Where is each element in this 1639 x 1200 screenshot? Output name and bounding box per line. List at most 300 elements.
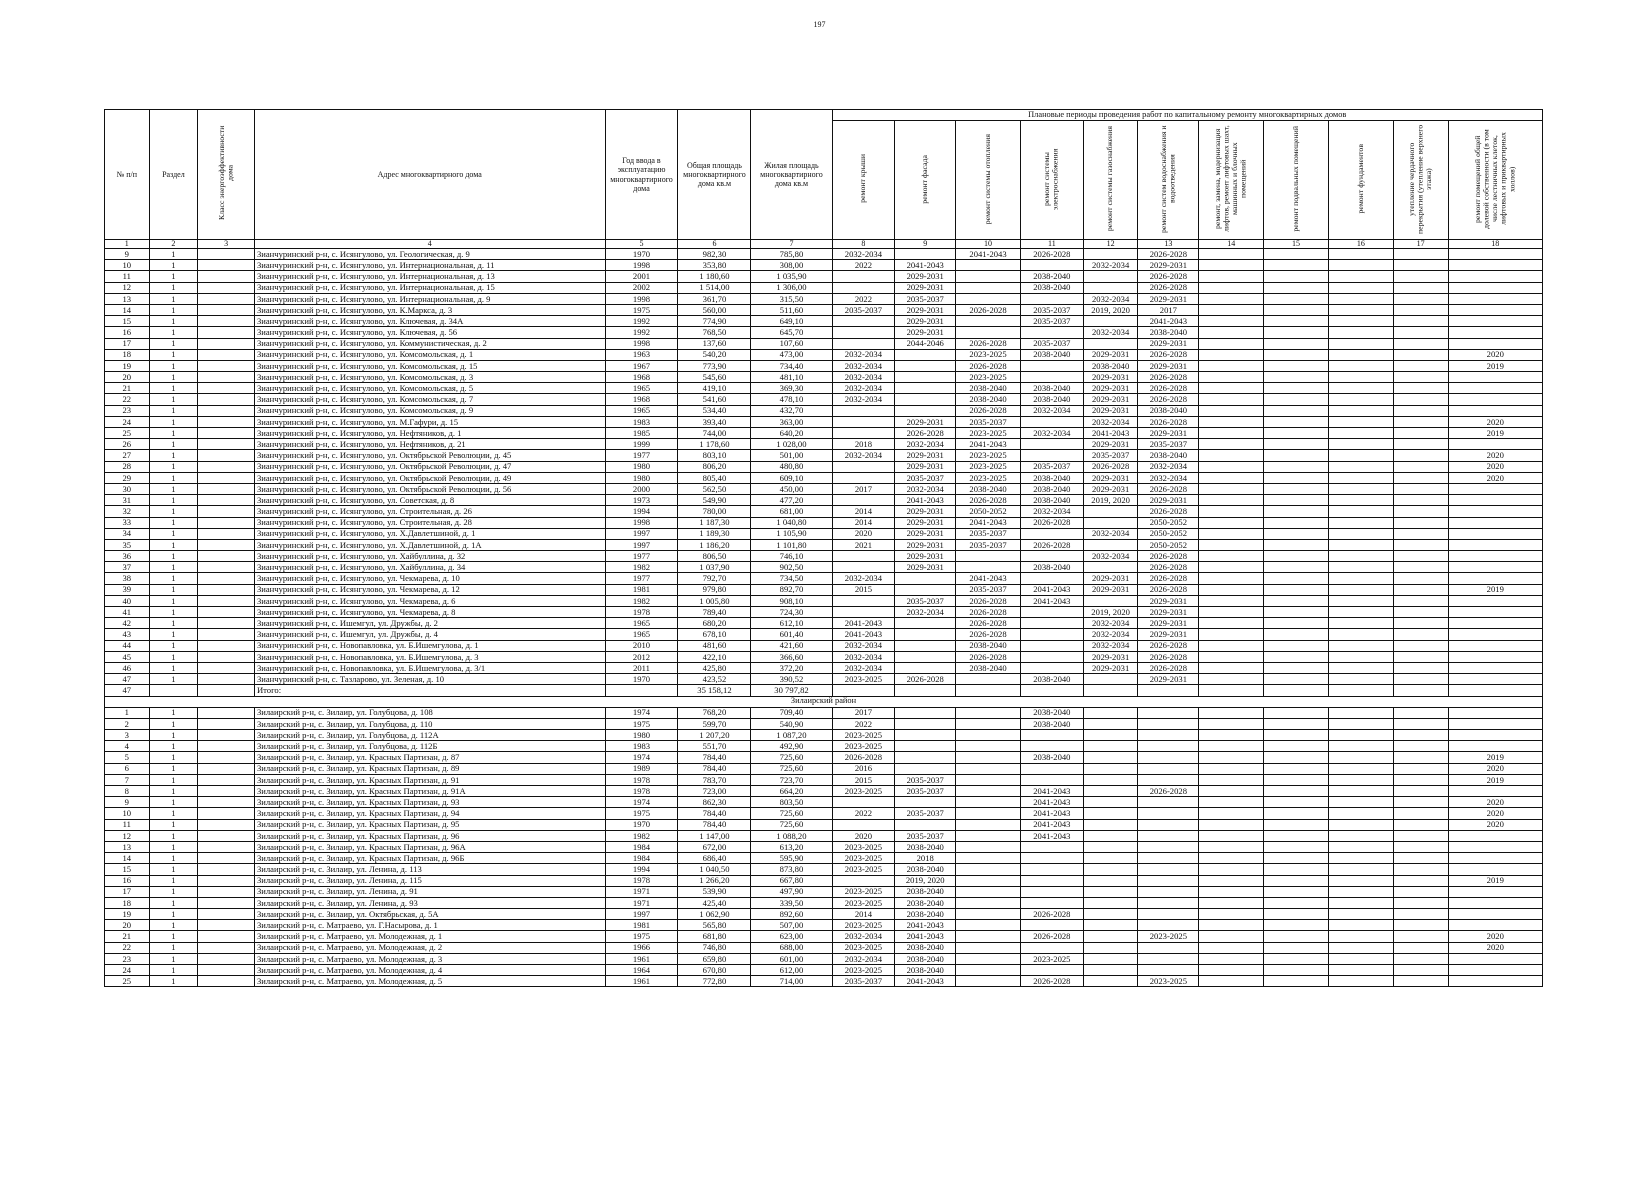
table-cell (1083, 730, 1138, 741)
table-row (105, 562, 1543, 573)
table-cell: 2038-2040 (895, 942, 956, 953)
table-cell: 2020 (1448, 461, 1542, 472)
table-cell (198, 875, 255, 886)
table-cell (1264, 707, 1329, 718)
table-row (105, 607, 1543, 618)
table-cell: 366,60 (751, 651, 832, 662)
table-cell: 1 (149, 260, 198, 271)
table-cell (1020, 897, 1083, 908)
table-cell: 2023-2025 (956, 349, 1021, 360)
table-cell (1393, 886, 1448, 897)
table-cell: 1981 (605, 584, 678, 595)
table-cell (198, 920, 255, 931)
table-cell: 2029-2031 (895, 282, 956, 293)
table-cell: 32 (105, 506, 150, 517)
table-cell: 1 (149, 338, 198, 349)
table-cell (198, 249, 255, 260)
table-cell (1138, 864, 1199, 875)
table-cell: 1975 (605, 808, 678, 819)
table-cell (1328, 450, 1393, 461)
table-cell: 2032-2034 (1083, 293, 1138, 304)
table-cell (1199, 674, 1264, 685)
column-number: 17 (1393, 240, 1448, 249)
table-cell: 2035-2037 (956, 416, 1021, 427)
table-cell: 1 266,20 (678, 875, 751, 886)
table-cell: 612,00 (751, 965, 832, 976)
table-cell (1199, 372, 1264, 383)
table-cell: 1 (149, 774, 198, 785)
table-cell: 2011 (605, 662, 678, 673)
table-cell (1199, 752, 1264, 763)
table-cell: 2022 (832, 718, 895, 729)
table-cell: 34 (105, 528, 150, 539)
table-cell (1083, 864, 1138, 875)
table-cell (1264, 383, 1329, 394)
table-cell: Зилаирский р-н, с. Зилаир, ул. Голубцова, д. 112Б (254, 741, 605, 752)
table-cell (1083, 942, 1138, 953)
table-cell: Зианчуринский р-н, с. Исянгулово, ул. Интернациональная, д. 11 (254, 260, 605, 271)
table-cell: 2029-2031 (1138, 293, 1199, 304)
table-cell (1393, 909, 1448, 920)
table-cell: 2026-2028 (1138, 249, 1199, 260)
table-cell: 2019 (1448, 428, 1542, 439)
table-cell (1448, 853, 1542, 864)
table-cell: 744,00 (678, 428, 751, 439)
table-cell (198, 517, 255, 528)
table-cell: 551,70 (678, 741, 751, 752)
table-cell: 2026-2028 (1138, 349, 1199, 360)
table-cell: 2029-2031 (1083, 651, 1138, 662)
table-cell: 892,60 (751, 909, 832, 920)
table-cell: 30 797,82 (751, 685, 832, 696)
table-cell: Зилаирский р-н, с. Матраево, ул. Молодежная, д. 5 (254, 976, 605, 987)
table-cell (1020, 607, 1083, 618)
table-cell: 2026-2028 (1138, 584, 1199, 595)
table-cell (956, 707, 1021, 718)
table-cell: 2038-2040 (895, 841, 956, 852)
table-cell (1328, 662, 1393, 673)
table-cell: 23 (105, 953, 150, 964)
table-cell (1448, 965, 1542, 976)
table-cell: 2026-2028 (1020, 909, 1083, 920)
table-cell (832, 562, 895, 573)
table-cell: 785,80 (751, 249, 832, 260)
table-cell: Зилаирский р-н, с. Зилаир, ул. Красных Партизан, д. 89 (254, 763, 605, 774)
table-cell (198, 506, 255, 517)
table-cell: 1 (149, 472, 198, 483)
table-cell (1020, 864, 1083, 875)
table-cell: 539,90 (678, 886, 751, 897)
table-cell (198, 774, 255, 785)
table-cell (198, 338, 255, 349)
table-cell (1199, 797, 1264, 808)
header-gas: ремонт системы газоснабжения (1083, 121, 1138, 240)
table-cell (1328, 573, 1393, 584)
table-cell (1448, 718, 1542, 729)
table-cell: 2026-2028 (1138, 383, 1199, 394)
table-row (105, 439, 1543, 450)
table-cell (1199, 629, 1264, 640)
table-cell: 2012 (605, 651, 678, 662)
header-basement: ремонт подвальных помещений (1264, 121, 1329, 240)
column-number: 9 (895, 240, 956, 249)
table-cell: 1982 (605, 595, 678, 606)
table-cell: 2041-2043 (1020, 595, 1083, 606)
table-cell: 2032-2034 (1020, 405, 1083, 416)
table-cell: 353,80 (678, 260, 751, 271)
header-facade: ремонт фасада (895, 121, 956, 240)
table-cell (1083, 763, 1138, 774)
table-cell: 2029-2031 (1083, 405, 1138, 416)
table-cell (1264, 618, 1329, 629)
table-cell: 2038-2040 (895, 886, 956, 897)
table-cell: 1 (149, 886, 198, 897)
column-number: 16 (1328, 240, 1393, 249)
table-cell: 2019, 2020 (1083, 304, 1138, 315)
table-cell: 1 (149, 562, 198, 573)
table-cell (1083, 774, 1138, 785)
table-cell (1264, 819, 1329, 830)
table-cell: 1971 (605, 897, 678, 908)
table-cell: 36 (105, 551, 150, 562)
table-cell: 1 (149, 841, 198, 852)
table-cell: 47 (105, 674, 150, 685)
table-cell (1199, 920, 1264, 931)
table-cell: 2023-2025 (832, 886, 895, 897)
table-row (105, 864, 1543, 875)
table-cell: 2032-2034 (832, 662, 895, 673)
table-cell: 2035-2037 (895, 808, 956, 819)
table-cell: 1 (149, 864, 198, 875)
table-cell: 2029-2031 (895, 528, 956, 539)
table-cell: 1 (149, 741, 198, 752)
table-cell: 2038-2040 (1020, 282, 1083, 293)
table-cell: 1 (149, 249, 198, 260)
table-cell (198, 730, 255, 741)
table-cell: 1998 (605, 293, 678, 304)
table-cell: 746,10 (751, 551, 832, 562)
table-cell (1199, 506, 1264, 517)
table-cell: 2050-2052 (1138, 528, 1199, 539)
table-cell: 1 (149, 976, 198, 987)
table-cell: 2041-2043 (1020, 819, 1083, 830)
table-cell (198, 942, 255, 953)
table-cell (832, 595, 895, 606)
table-cell (1393, 595, 1448, 606)
table-cell: Зилаирский р-н, с. Зилаир, ул. Красных Партизан, д. 95 (254, 819, 605, 830)
table-cell: 2029-2031 (1138, 260, 1199, 271)
table-cell (1393, 584, 1448, 595)
table-cell: 2035-2037 (1020, 338, 1083, 349)
table-cell: Зилаирский р-н, с. Зилаир, ул. Красных Партизан, д. 94 (254, 808, 605, 819)
table-cell: 1980 (605, 472, 678, 483)
column-number: 5 (605, 240, 678, 249)
table-cell: 667,80 (751, 875, 832, 886)
header-foundation: ремонт фундаментов (1328, 121, 1393, 240)
table-cell (1264, 920, 1329, 931)
table-row (105, 640, 1543, 651)
table-cell: 2026-2028 (895, 428, 956, 439)
table-cell: 545,60 (678, 372, 751, 383)
table-cell: 14 (105, 304, 150, 315)
table-cell (956, 920, 1021, 931)
table-cell: 670,80 (678, 965, 751, 976)
table-cell (895, 730, 956, 741)
table-cell (895, 797, 956, 808)
table-cell (1083, 797, 1138, 808)
table-row (105, 450, 1543, 461)
table-cell: 1974 (605, 797, 678, 808)
column-number: 11 (1020, 240, 1083, 249)
table-cell: 2029-2031 (1083, 383, 1138, 394)
table-cell (1020, 662, 1083, 673)
table-cell: 2020 (832, 830, 895, 841)
table-cell: Зианчуринский р-н, с. Исянгулово, ул. Нефтяников, д. 1 (254, 428, 605, 439)
table-cell: 2032-2034 (895, 607, 956, 618)
table-cell: 784,40 (678, 819, 751, 830)
table-row (105, 584, 1543, 595)
table-cell (1448, 562, 1542, 573)
table-cell: 501,00 (751, 450, 832, 461)
table-cell (1328, 853, 1393, 864)
table-cell (1083, 685, 1138, 696)
table-cell: 2017 (1138, 304, 1199, 315)
table-cell (1083, 506, 1138, 517)
table-cell (1138, 875, 1199, 886)
table-cell: 2023-2025 (956, 372, 1021, 383)
table-cell (1393, 450, 1448, 461)
table-cell (1083, 271, 1138, 282)
table-cell: 6 (105, 763, 150, 774)
table-cell: 2026-2028 (956, 495, 1021, 506)
table-cell: 17 (105, 338, 150, 349)
table-cell (1393, 372, 1448, 383)
table-cell (1138, 774, 1199, 785)
table-cell: 2023-2025 (956, 461, 1021, 472)
table-cell: 40 (105, 595, 150, 606)
table-cell (1264, 439, 1329, 450)
table-cell: 1978 (605, 875, 678, 886)
table-cell (1448, 316, 1542, 327)
table-cell (1199, 808, 1264, 819)
table-cell (895, 383, 956, 394)
table-cell: 560,00 (678, 304, 751, 315)
table-cell (1393, 349, 1448, 360)
table-cell (1138, 718, 1199, 729)
table-cell: 1 (149, 920, 198, 931)
header-attic: утепление чердачного перекрытия (утепление верхнего этажа) (1393, 121, 1448, 240)
table-cell: 2038-2040 (956, 640, 1021, 651)
table-cell (1020, 685, 1083, 696)
table-cell (1199, 953, 1264, 964)
table-cell (1448, 953, 1542, 964)
table-cell (1138, 953, 1199, 964)
table-cell (1199, 461, 1264, 472)
table-cell: 35 158,12 (678, 685, 751, 696)
table-row (105, 304, 1543, 315)
table-cell: 1989 (605, 763, 678, 774)
table-cell (1393, 293, 1448, 304)
table-cell (1020, 327, 1083, 338)
table-cell: 601,40 (751, 629, 832, 640)
table-cell (832, 461, 895, 472)
table-cell: 2029-2031 (1138, 674, 1199, 685)
table-cell: 450,00 (751, 483, 832, 494)
header-class: Класс энергоэффективности дома (198, 110, 255, 240)
table-cell: 2023-2025 (832, 897, 895, 908)
table-cell: Зианчуринский р-н, с. Исянгулово, ул. Комсомольская, д. 1 (254, 349, 605, 360)
table-row (105, 931, 1543, 942)
table-cell (198, 450, 255, 461)
table-cell: Зианчуринский р-н, с. Исянгулово, ул. Октябрьской Революции, д. 45 (254, 450, 605, 461)
table-row (105, 774, 1543, 785)
table-cell: 17 (105, 886, 150, 897)
table-row (105, 472, 1543, 483)
table-cell (1083, 875, 1138, 886)
table-cell: 2038-2040 (1020, 707, 1083, 718)
table-cell (895, 752, 956, 763)
table-cell: 803,50 (751, 797, 832, 808)
table-cell: 42 (105, 618, 150, 629)
table-cell: 2032-2034 (1083, 260, 1138, 271)
table-cell: 1965 (605, 383, 678, 394)
table-cell (1328, 327, 1393, 338)
table-cell: 497,90 (751, 886, 832, 897)
table-cell: 1994 (605, 506, 678, 517)
table-row (105, 528, 1543, 539)
table-cell: 772,80 (678, 976, 751, 987)
table-cell: 2038-2040 (956, 662, 1021, 673)
table-cell: 1 (149, 495, 198, 506)
table-cell: 2029-2031 (895, 304, 956, 315)
table-cell: 2026-2028 (956, 405, 1021, 416)
table-cell (1199, 416, 1264, 427)
table-cell (895, 718, 956, 729)
table-cell (1199, 897, 1264, 908)
table-cell (198, 595, 255, 606)
table-cell (1393, 819, 1448, 830)
table-cell: 1 (149, 539, 198, 550)
table-cell (1020, 372, 1083, 383)
table-cell (1448, 730, 1542, 741)
table-cell: Зианчуринский р-н, с. Исянгулово, ул. Интернациональная, д. 13 (254, 271, 605, 282)
table-cell (1264, 797, 1329, 808)
table-cell (1393, 920, 1448, 931)
table-cell: 979,80 (678, 584, 751, 595)
table-cell: 31 (105, 495, 150, 506)
table-cell: 534,40 (678, 405, 751, 416)
table-row (105, 875, 1543, 886)
table-cell (1199, 528, 1264, 539)
table-row (105, 965, 1543, 976)
table-cell: 15 (105, 864, 150, 875)
table-cell (956, 786, 1021, 797)
table-cell: 20 (105, 372, 150, 383)
table-cell (1393, 405, 1448, 416)
table-cell: Зилаирский р-н, с. Зилаир, ул. Красных Партизан, д. 96 (254, 830, 605, 841)
header-lifts: ремонт, замена, модернизация лифтов, ремонт лифтовых шахт, машинных и блочных помещений (1199, 121, 1264, 240)
table-cell (1264, 786, 1329, 797)
table-cell (198, 830, 255, 841)
table-body-zilairsky (105, 707, 1543, 987)
table-cell (1264, 595, 1329, 606)
table-cell (1393, 483, 1448, 494)
table-cell (1199, 360, 1264, 371)
table-cell: 2038-2040 (1020, 472, 1083, 483)
table-cell (956, 271, 1021, 282)
table-cell (1264, 607, 1329, 618)
table-cell (198, 584, 255, 595)
table-cell: 2019 (1448, 360, 1542, 371)
table-cell: 2038-2040 (1020, 349, 1083, 360)
table-cell: 2029-2031 (1083, 394, 1138, 405)
table-cell: Итого: (254, 685, 605, 696)
table-cell (1448, 786, 1542, 797)
column-number: 3 (198, 240, 255, 249)
table-cell: 2041-2043 (895, 495, 956, 506)
table-cell: 15 (105, 316, 150, 327)
table-cell: 2023-2025 (956, 472, 1021, 483)
table-cell: 1 (149, 483, 198, 494)
table-cell: 1998 (605, 260, 678, 271)
header-total-area: Общая площадь многоквартирного дома кв.м (678, 110, 751, 240)
table-cell (1448, 976, 1542, 987)
table-cell: 562,50 (678, 483, 751, 494)
table-row (105, 797, 1543, 808)
table-cell: 2026-2028 (956, 304, 1021, 315)
table-cell (1083, 517, 1138, 528)
table-cell (1138, 730, 1199, 741)
table-cell: 725,60 (751, 808, 832, 819)
header-planned-periods: Плановые периоды проведения работ по капитальному ремонту многоквартирных домов (832, 110, 1543, 121)
table-cell (198, 394, 255, 405)
table-cell: 1980 (605, 730, 678, 741)
table-cell (1083, 965, 1138, 976)
table-cell: 1968 (605, 394, 678, 405)
header-address: Адрес многоквартирного дома (254, 110, 605, 240)
table-cell (1138, 965, 1199, 976)
table-cell (1083, 786, 1138, 797)
table-cell: 2035-2037 (956, 584, 1021, 595)
section-title: Зилаирский район (105, 696, 1543, 707)
table-cell (895, 763, 956, 774)
table-cell: 1 (149, 450, 198, 461)
table-cell: 2026-2028 (1138, 662, 1199, 673)
table-cell: 473,00 (751, 349, 832, 360)
table-cell: 10 (105, 808, 150, 819)
table-cell (1264, 841, 1329, 852)
table-cell (1020, 360, 1083, 371)
table-cell: 432,70 (751, 405, 832, 416)
table-cell: 680,20 (678, 618, 751, 629)
table-cell: 1978 (605, 607, 678, 618)
table-cell: 806,20 (678, 461, 751, 472)
table-cell: 1966 (605, 942, 678, 953)
table-cell: 1 (149, 819, 198, 830)
table-cell: 2050-2052 (1138, 517, 1199, 528)
table-cell: Зианчуринский р-н, с. Исянгулово, ул. Комсомольская, д. 9 (254, 405, 605, 416)
table-cell (1199, 707, 1264, 718)
table-cell: 1 (149, 640, 198, 651)
table-cell (198, 797, 255, 808)
table-cell: 908,10 (751, 595, 832, 606)
table-cell: 2023-2025 (832, 942, 895, 953)
table-cell (198, 383, 255, 394)
table-cell: 2022 (832, 260, 895, 271)
table-cell: 2029-2031 (895, 539, 956, 550)
table-cell (1393, 841, 1448, 852)
table-cell: 39 (105, 584, 150, 595)
